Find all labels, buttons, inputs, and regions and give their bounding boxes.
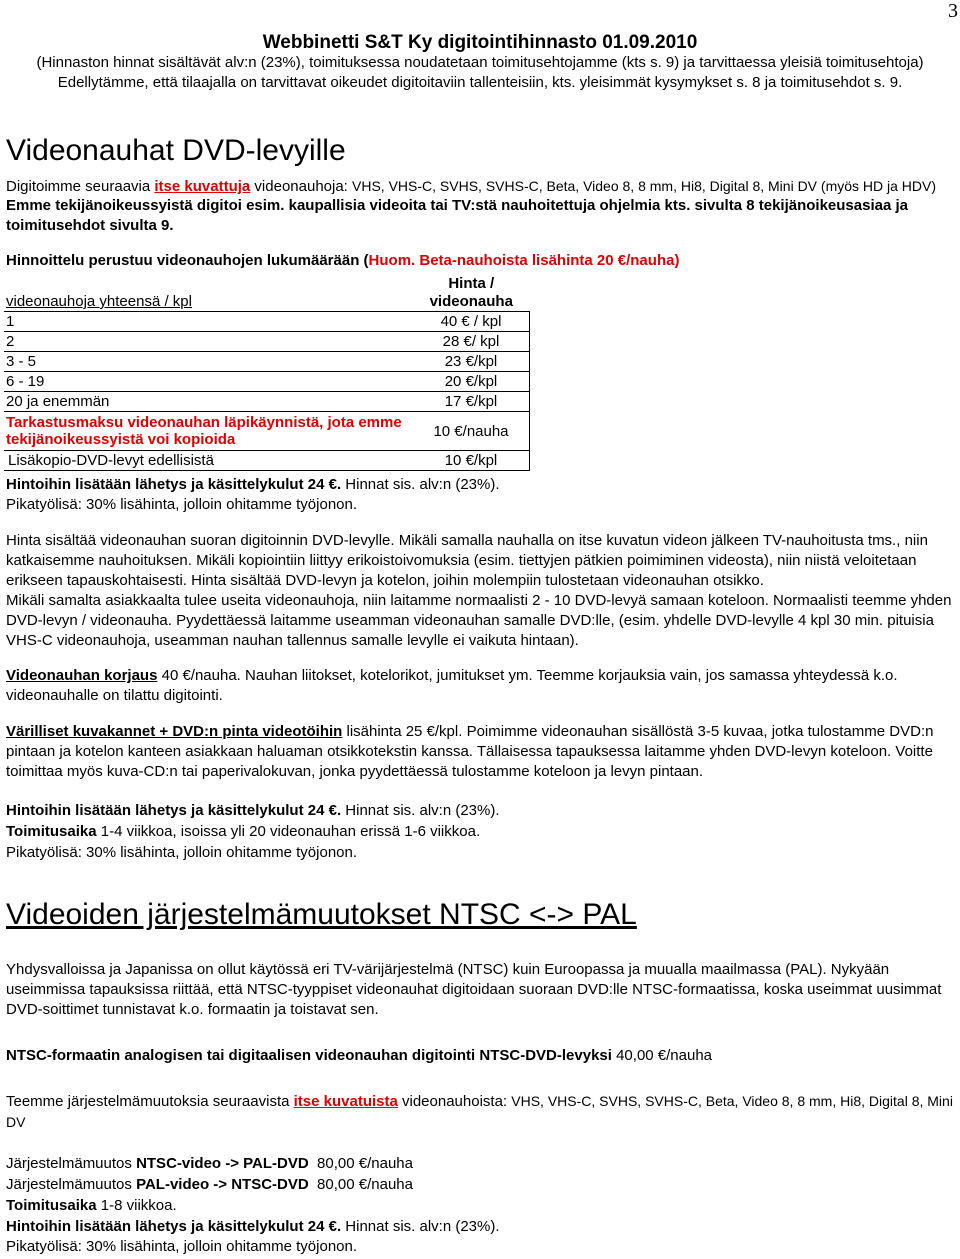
qty-cell: 2 (4, 332, 413, 352)
conversion-type: NTSC-video -> PAL-DVD (136, 1155, 309, 1172)
table-row (4, 392, 530, 412)
ntsc-digitizing-label: NTSC-formaatin analogisen tai digitaalisen videonauhan digitointi NTSC-DVD-levyksi (6, 1047, 612, 1064)
table-row-extra-copy (4, 451, 530, 471)
conversion-type: PAL-video -> NTSC-DVD (136, 1176, 309, 1193)
rush-note: Pikatyölisä: 30% lisähinta, jolloin ohitamme työjonon. (6, 496, 358, 513)
delivery-text: 1-4 viikkoa, isoissa yli 20 videonauhan erissä 1-6 viikkoa. (96, 823, 481, 840)
conversion-paragraph (6, 1091, 956, 1133)
pricing-basis-text: Hinnoittelu perustuu videonauhojen lukumäärään ( (6, 252, 369, 269)
repair-title: Videonauhan korjaus (6, 667, 158, 684)
header-title: Webbinetti S&T Ky digitointihinnasto 01.09.2010 (262, 32, 698, 53)
extra-copy-label: Lisäkopio-DVD-levyt edellisistä (4, 451, 413, 471)
price-cell: 17 €/kpl (413, 392, 530, 412)
delivery-text-2: 1-8 viikkoa. (96, 1197, 177, 1214)
header-rights-note: Edellytämme, että tilaajalla on tarvittavat oikeudet digitoitaviin tallenteisiin, kts. yleisimmät kysymykset s. 8 ja toimitusehdot s. 9. (57, 74, 903, 91)
conversion-ntsc-to-pal (6, 1154, 956, 1174)
covers-paragraph (6, 722, 956, 782)
delivery-label: Toimitusaika (6, 823, 97, 840)
covers-text: lisähinta 25 €/kpl. Poimimme videonauhan sisällöstä 3-5 kuvaa, jotka tulostamme DVD:n pintaan ja kotelon kanteen asiakkaan haluaman otsikkotekstin kanssa. Tällaisessa tapauksessa laitamme yhden DVD-levyn koteloon. Voitte toimittaa myös kuva-CD:n tai paperivalokuvan, jonka pyydettäessä tulostamme koteloon ja levyn pintaan. (6, 723, 934, 780)
pricing-basis (6, 251, 956, 271)
description-paragraph-1: Hinta sisältää videonauhan suoran digitoinnin DVD-levylle. Mikäli samalla nauhalla on itse kuvatun videon jälkeen TV-nauhoitusta tms., niin katkaisemme nauhoituksen. Mikäli kopiointiin liittyy erikoistoivomuksia (esim. tiettyjen pätkien poimiminen videosta), niin niistä veloitetaan erikseen tapauskohtaisesti. Hinta sisältää DVD-levyn ja kotelon, joihin molempiin tulostetaan videonauhan otsikko. (6, 532, 928, 589)
shipping-bold: Hintoihin lisätään lähetys ja käsittelykulut 24 €. (6, 476, 342, 493)
shipping-bold-3: Hintoihin lisätään lähetys ja käsittelykulut 24 €. (6, 1218, 342, 1235)
self-recorded-link-2[interactable]: itse kuvatuista (293, 1093, 398, 1110)
conversion-label: Järjestelmämuutos (6, 1155, 137, 1172)
qty-cell: 20 ja enemmän (4, 392, 413, 412)
qty-cell: 6 - 19 (4, 372, 413, 392)
conversion-text: Teemme järjestelmämuutoksia seuraavista (6, 1093, 294, 1110)
table-row (4, 372, 530, 392)
inspection-fee-label: Tarkastusmaksu videonauhan läpikäynnistä, jota emme tekijänoikeussyistä voi kopioida (4, 412, 413, 451)
shipping-note (6, 475, 956, 495)
shipping-vat: Hinnat sis. alv:n (23%). (341, 476, 500, 493)
rush-note-2: Pikatyölisä: 30% lisähinta, jolloin ohitamme työjonon. (6, 844, 358, 861)
shipping-note-2 (6, 801, 956, 821)
intro-text: Digitoimme seuraavia (6, 178, 155, 195)
ntsc-digitizing-price (6, 1046, 956, 1066)
qty-cell: 1 (4, 312, 413, 332)
qty-cell: 3 - 5 (4, 352, 413, 372)
price-cell: 40 € / kpl (413, 312, 530, 332)
delivery-time (6, 822, 956, 842)
price-column-header: Hinta / videonauha (413, 275, 530, 312)
section-title-ntsc-pal: Videoiden järjestelmämuutokset NTSC <-> PAL (6, 898, 637, 931)
header-vat-note: (Hinnaston hinnat sisältävät alv:n (23%), toimituksessa noudatetaan toimitusehtojamme (kts s. 9) ja tarvittaessa yleisiä toimitusehtoja) (36, 54, 924, 71)
conversion-price: 80,00 €/nauha (308, 1155, 413, 1172)
beta-surcharge-note: Huom. Beta-nauhoista lisähinta 20 €/nauha) (368, 252, 680, 269)
conversion-pal-to-ntsc (6, 1175, 956, 1195)
price-cell: 23 €/kpl (413, 352, 530, 372)
table-row (4, 352, 530, 372)
price-cell: 20 €/kpl (413, 372, 530, 392)
intro-text-2: videonauhoja: (250, 178, 353, 195)
table-row (4, 312, 530, 332)
copyright-note: Emme tekijänoikeussyistä digitoi esim. kaupallisia videoita tai TV:stä nauhoitettuja ohjelmia kts. sivulta 8 tekijänoikeusasiaa ja toimitusehdot sivulta 9. (6, 197, 908, 234)
covers-title: Värilliset kuvakannet + DVD:n pinta videotöihin (6, 723, 343, 740)
table-row (4, 332, 530, 352)
delivery-time-2 (6, 1196, 956, 1216)
shipping-vat-3: Hinnat sis. alv:n (23%). (341, 1218, 500, 1235)
supported-formats: VHS, VHS-C, SVHS, SVHS-C, Beta, Video 8, 8 mm, Hi8, Digital 8, Mini DV (myös HD ja HDV) (352, 178, 937, 194)
qty-column-header: videonauhoja yhteensä / kpl (4, 275, 413, 312)
price-cell: 28 €/ kpl (413, 332, 530, 352)
conversion-text-2: videonauhoista: (397, 1093, 512, 1110)
document-header (0, 32, 960, 93)
price-table (4, 275, 530, 471)
conversion-formats: VHS, VHS-C, SVHS, SVHS-C, Beta, Video 8, 8 mm, Hi8, Digital 8, Mini DV (6, 1093, 953, 1130)
ntsc-digitizing-amount: 40,00 €/nauha (611, 1047, 713, 1064)
section-title-dvd: Videonauhat DVD-levyille (6, 134, 346, 167)
conversion-label: Järjestelmämuutos (6, 1176, 137, 1193)
delivery-label-2: Toimitusaika (6, 1197, 97, 1214)
ntsc-intro: Yhdysvalloissa ja Japanissa on ollut käytössä eri TV-värijärjestelmä (NTSC) kuin Euroopassa ja muualla maailmassa (PAL). Nykyään useimmissa tapauksissa riittää, että NTSC-tyyppiset videonauhat digitoidaan suoraan DVD:lle NTSC-formaatissa, koska useimmat uusimmat DVD-soittimet tunnistavat k.o. formaatin ja toistavat sen. (6, 961, 942, 1018)
page-number: 3 (948, 0, 958, 22)
description-paragraph-2: Mikäli samalta asiakkaalta tulee useita videonauhoja, niin laitamme normaalisti 2 - 10 DVD-levyä samaan koteloon. Normaalisti teemme yhden DVD-levyn / videonauha. Pyydettäessä laitamme useamman videonauhan samalle DVD:lle, (esim. yhdelle DVD-levylle 4 kpl 30 min. pituisia VHS-C videonauhoja, useamman nauhan tallennus samalle levylle ei vaikuta hintaan). (6, 592, 952, 649)
shipping-vat-2: Hinnat sis. alv:n (23%). (341, 802, 500, 819)
repair-text: 40 €/nauha. Nauhan liitokset, kotelorikot, jumitukset ym. Teemme korjauksia vain, jos samassa yhteydessä k.o. videonauhalle on tilattu digitointi. (6, 667, 898, 704)
shipping-bold-2: Hintoihin lisätään lähetys ja käsittelykulut 24 €. (6, 802, 342, 819)
table-row-inspection-fee (4, 412, 530, 451)
shipping-note-3 (6, 1217, 956, 1237)
intro-paragraph (6, 176, 956, 197)
self-recorded-link[interactable]: itse kuvattuja (154, 178, 251, 195)
inspection-fee-price: 10 €/nauha (413, 412, 530, 451)
rush-note-3: Pikatyölisä: 30% lisähinta, jolloin ohitamme työjonon. (6, 1238, 358, 1255)
extra-copy-price: 10 €/kpl (413, 451, 530, 471)
repair-paragraph (6, 666, 956, 706)
conversion-price: 80,00 €/nauha (308, 1176, 413, 1193)
